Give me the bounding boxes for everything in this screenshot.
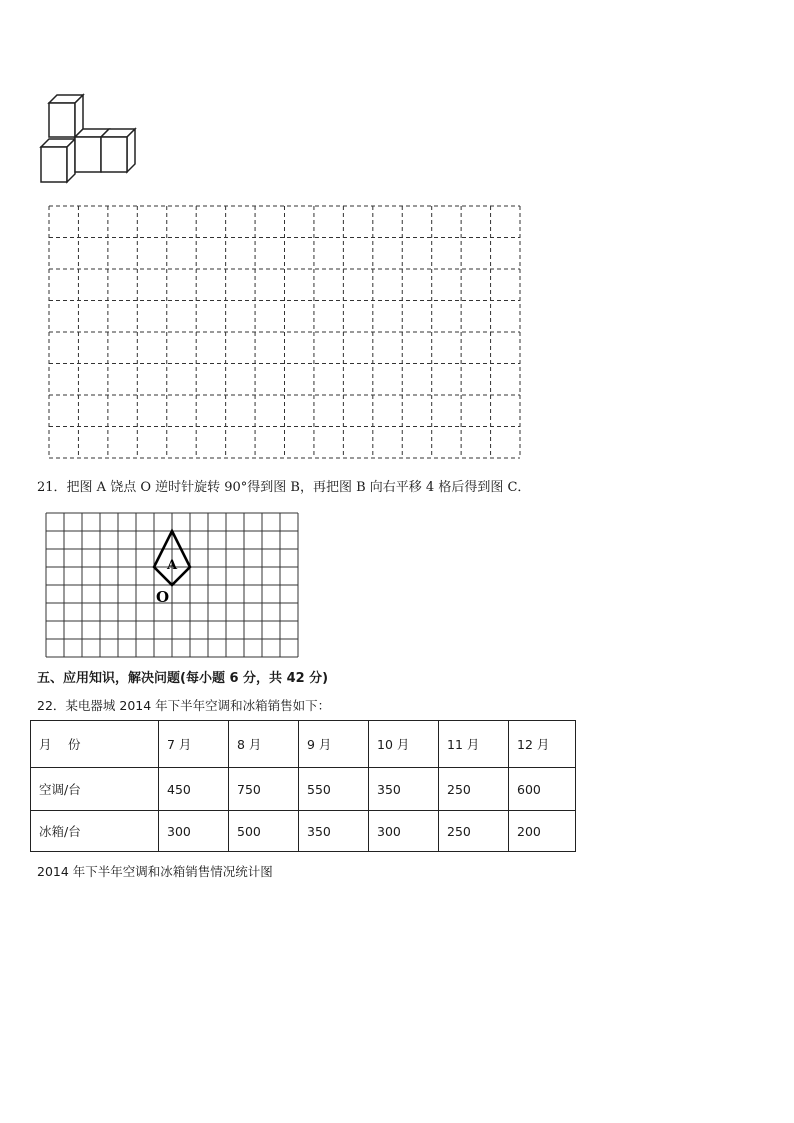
- table-header-row: [31, 721, 576, 768]
- header-cell: 7 月: [159, 721, 229, 768]
- table-cell: 350: [299, 811, 369, 852]
- dashed-drawing-grid: [48, 205, 523, 460]
- table-cell: 550: [299, 768, 369, 811]
- header-cell: 9 月: [299, 721, 369, 768]
- table-cell: 750: [229, 768, 299, 811]
- question-21-text: 21．把图 A 饶点 O 逆时针旋转 90°得到图 B，再把图 B 向右平移 4 格后得到图 C．: [37, 480, 531, 495]
- header-cell: 10 月: [369, 721, 439, 768]
- table-cell: 300: [159, 811, 229, 852]
- header-cell: 11 月: [439, 721, 509, 768]
- table-row: [31, 768, 576, 811]
- table-cell: 350: [369, 768, 439, 811]
- header-cell: 12 月: [509, 721, 576, 768]
- table-cell: 450: [159, 768, 229, 811]
- pivot-point-label: O: [156, 588, 170, 606]
- section-5-heading: 五、应用知识，解决问题(每小题 6 分，共 42 分): [37, 671, 329, 686]
- header-cell: 月 份: [31, 721, 159, 768]
- chart-caption: 2014 年下半年空调和冰箱销售情况统计图: [37, 864, 273, 879]
- table-cell: 200: [509, 811, 576, 852]
- table-cell: 600: [509, 768, 576, 811]
- header-cell: 8 月: [229, 721, 299, 768]
- table-row: [31, 811, 576, 852]
- cube-figure: [35, 90, 175, 190]
- rotation-grid: [45, 512, 301, 660]
- table-cell: 500: [229, 811, 299, 852]
- table-cell: 250: [439, 811, 509, 852]
- sales-table: [30, 720, 576, 852]
- question-22-text: 22．某电器城 2014 年下半年空调和冰箱销售如下：: [37, 698, 331, 713]
- table-cell: 300: [369, 811, 439, 852]
- table-cell: 250: [439, 768, 509, 811]
- row-label: 空调/台: [31, 768, 159, 811]
- row-label: 冰箱/台: [31, 811, 159, 852]
- figure-a-label: A: [166, 558, 178, 573]
